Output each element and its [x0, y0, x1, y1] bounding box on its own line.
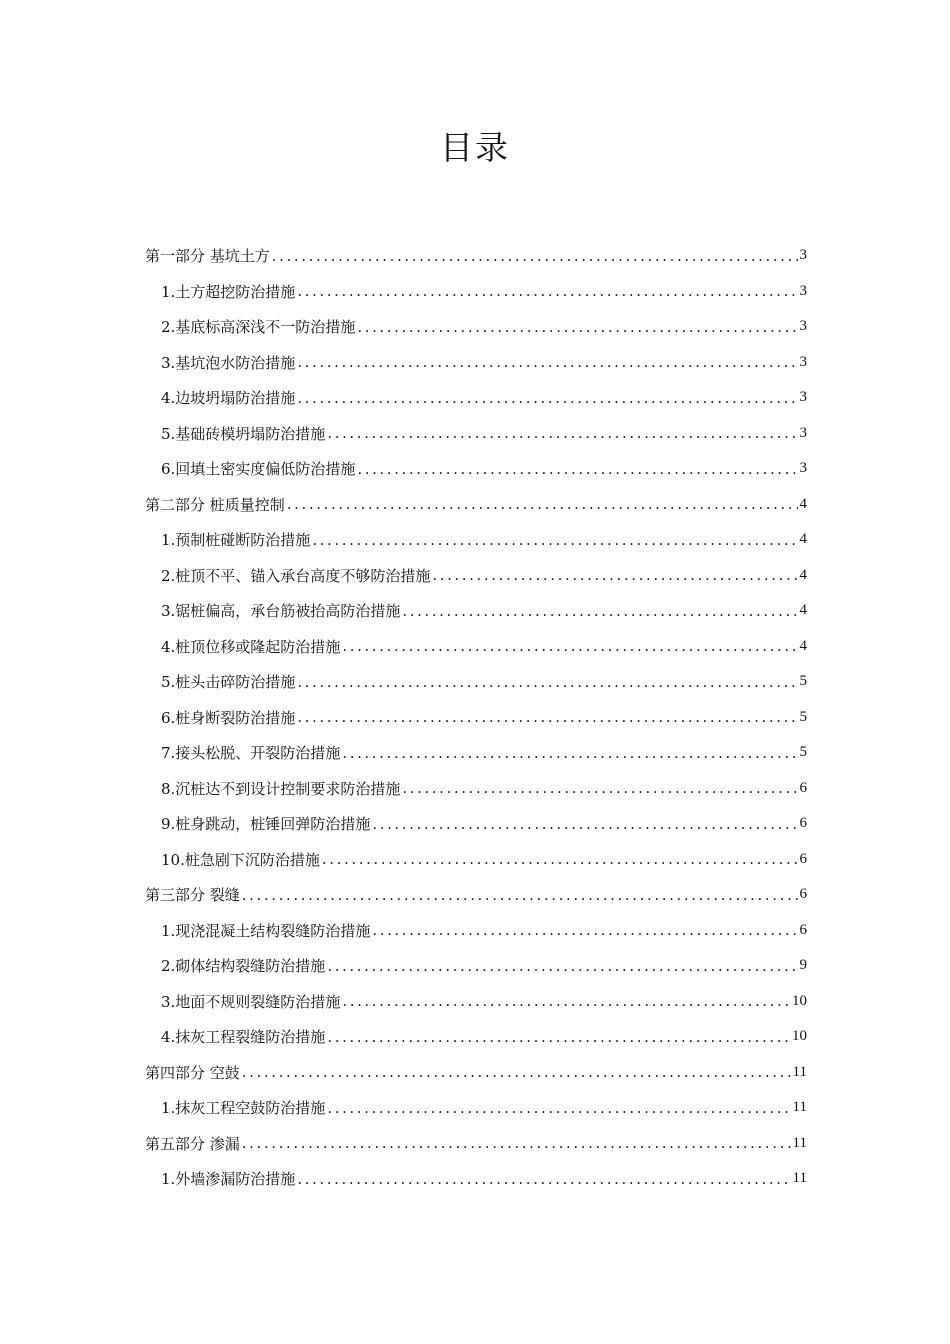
toc-page-number: 5: [799, 673, 807, 690]
toc-page-number: 4: [799, 566, 807, 583]
toc-page-number: 3: [799, 282, 807, 299]
toc-entry-subsection[interactable]: [145, 522, 807, 558]
toc-dot-leader: [327, 957, 797, 975]
toc-page-number: 9: [799, 957, 807, 974]
toc-dot-leader: [297, 389, 797, 407]
toc-entry-subsection[interactable]: [145, 1090, 807, 1126]
toc-dot-leader: [312, 531, 797, 549]
toc-page-number: 3: [799, 460, 807, 477]
toc-dot-leader: [297, 673, 797, 691]
toc-entry-subsection[interactable]: [145, 984, 807, 1020]
toc-title: 目录: [440, 128, 510, 167]
toc-entry-text: 1.现浇混凝土结构裂缝防治措施: [161, 921, 371, 940]
toc-dot-leader: [297, 353, 797, 371]
toc-page-number: 5: [799, 708, 807, 725]
toc-entry-subsection[interactable]: [145, 629, 807, 665]
toc-page-number: 3: [799, 424, 807, 441]
toc-page-number: 4: [799, 602, 807, 619]
toc-entry-text: 3.基坑泡水防治措施: [161, 353, 296, 372]
toc-dot-leader: [402, 602, 797, 620]
toc-page-number: 11: [792, 1170, 807, 1187]
toc-dot-leader: [242, 1063, 791, 1081]
toc-page-number: 6: [799, 815, 807, 832]
toc-entry-text: 2.桩顶不平、锚入承台高度不够防治措施: [161, 566, 431, 585]
toc-dot-leader: [297, 1170, 790, 1188]
toc-page-number: 3: [799, 318, 807, 335]
toc-entry-subsection[interactable]: [145, 558, 807, 594]
toc-entry-subsection[interactable]: [145, 664, 807, 700]
toc-entry-subsection[interactable]: [145, 700, 807, 736]
toc-dot-leader: [272, 247, 798, 265]
toc-page-number: 11: [792, 1134, 807, 1151]
toc-dot-leader: [297, 282, 797, 300]
toc-entry-text: 3.地面不规则裂缝防治措施: [161, 992, 341, 1011]
toc-dot-leader: [342, 744, 797, 762]
toc-page-number: 6: [799, 921, 807, 938]
toc-page-number: 4: [799, 531, 807, 548]
toc-page-number: 10: [792, 1028, 807, 1045]
toc-dot-leader: [342, 992, 790, 1010]
toc-entry-subsection[interactable]: [145, 274, 807, 310]
toc-entry-subsection[interactable]: [145, 735, 807, 771]
toc-dot-leader: [287, 495, 798, 513]
toc-page-number: 6: [799, 886, 807, 903]
toc-page-number: 11: [792, 1099, 807, 1116]
toc-page-number: 5: [799, 744, 807, 761]
toc-entry-text: 8.沉桩达不到设计控制要求防治措施: [161, 779, 401, 798]
toc-entry-subsection[interactable]: [145, 345, 807, 381]
toc-dot-leader: [342, 637, 797, 655]
toc-entry-text: 3.锯桩偏高，承台筋被抬高防治措施: [161, 602, 401, 621]
toc-dot-leader: [327, 424, 797, 442]
toc-dot-leader: [327, 1028, 790, 1046]
toc-dot-leader: [357, 460, 797, 478]
toc-entry-section[interactable]: [145, 238, 807, 274]
toc-page-number: 4: [799, 495, 807, 512]
toc-entry-text: 9.桩身跳动，桩锤回弹防治措施: [161, 815, 371, 834]
toc-entry-text: 1.土方超挖防治措施: [161, 282, 296, 301]
toc-dot-leader: [372, 921, 797, 939]
toc-entry-text: 2.基底标高深浅不一防治措施: [161, 318, 356, 337]
toc-dot-leader: [357, 318, 797, 336]
toc-dot-leader: [432, 566, 797, 584]
toc-entry-text: 2.砌体结构裂缝防治措施: [161, 957, 326, 976]
toc-entry-text: 5.桩头击碎防治措施: [161, 673, 296, 692]
toc-entry-text: 1.预制桩碰断防治措施: [161, 531, 311, 550]
toc-entry-subsection[interactable]: [145, 593, 807, 629]
toc-dot-leader: [402, 779, 797, 797]
toc-entry-text: 4.桩顶位移或隆起防治措施: [161, 637, 341, 656]
toc-entry-section[interactable]: [145, 1126, 807, 1162]
toc-dot-leader: [327, 1099, 790, 1117]
toc-entry-text: 第四部分 空鼓: [145, 1063, 240, 1082]
toc-dot-leader: [322, 850, 798, 868]
toc-dot-leader: [372, 815, 797, 833]
toc-dot-leader: [297, 708, 797, 726]
toc-entry-text: 7.接头松脱、开裂防治措施: [161, 744, 341, 763]
toc-entry-subsection[interactable]: [145, 380, 807, 416]
toc-entry-text: 5.基础砖模坍塌防治措施: [161, 424, 326, 443]
toc-page-number: 6: [799, 779, 807, 796]
toc-entry-text: 1.抹灰工程空鼓防治措施: [161, 1099, 326, 1118]
toc-page-number: 3: [799, 247, 807, 264]
toc-entry-subsection[interactable]: [145, 1019, 807, 1055]
toc-list: [145, 238, 807, 1197]
toc-entry-text: 第五部分 渗漏: [145, 1134, 240, 1153]
toc-entry-section[interactable]: [145, 487, 807, 523]
toc-entry-text: 1.外墙渗漏防治措施: [161, 1170, 296, 1189]
toc-entry-text: 4.边坡坍塌防治措施: [161, 389, 296, 408]
toc-entry-subsection[interactable]: [145, 806, 807, 842]
toc-entry-text: 第二部分 桩质量控制: [145, 495, 285, 514]
toc-page-number: 3: [799, 353, 807, 370]
toc-entry-subsection[interactable]: [145, 842, 807, 878]
toc-page-number: 4: [799, 637, 807, 654]
toc-entry-text: 6.回填土密实度偏低防治措施: [161, 460, 356, 479]
toc-entry-subsection[interactable]: [145, 913, 807, 949]
toc-entry-section[interactable]: [145, 1055, 807, 1091]
toc-dot-leader: [242, 1134, 791, 1152]
toc-entry-section[interactable]: [145, 877, 807, 913]
toc-entry-subsection[interactable]: [145, 416, 807, 452]
toc-entry-subsection[interactable]: [145, 948, 807, 984]
toc-entry-text: 第三部分 裂缝: [145, 886, 240, 905]
toc-page-number: 6: [799, 850, 807, 867]
toc-entry-text: 第一部分 基坑土方: [145, 247, 270, 266]
toc-page-number: 10: [792, 992, 807, 1009]
toc-entry-subsection[interactable]: [145, 451, 807, 487]
toc-entry-subsection[interactable]: [145, 309, 807, 345]
toc-page-number: 3: [799, 389, 807, 406]
toc-dot-leader: [242, 886, 798, 904]
toc-entry-subsection[interactable]: [145, 771, 807, 807]
toc-entry-text: 4.抹灰工程裂缝防治措施: [161, 1028, 326, 1047]
toc-entry-text: 6.桩身断裂防治措施: [161, 708, 296, 727]
toc-entry-text: 10.桩急剧下沉防治措施: [161, 850, 320, 869]
toc-entry-subsection[interactable]: [145, 1161, 807, 1197]
toc-page-number: 11: [792, 1063, 807, 1080]
